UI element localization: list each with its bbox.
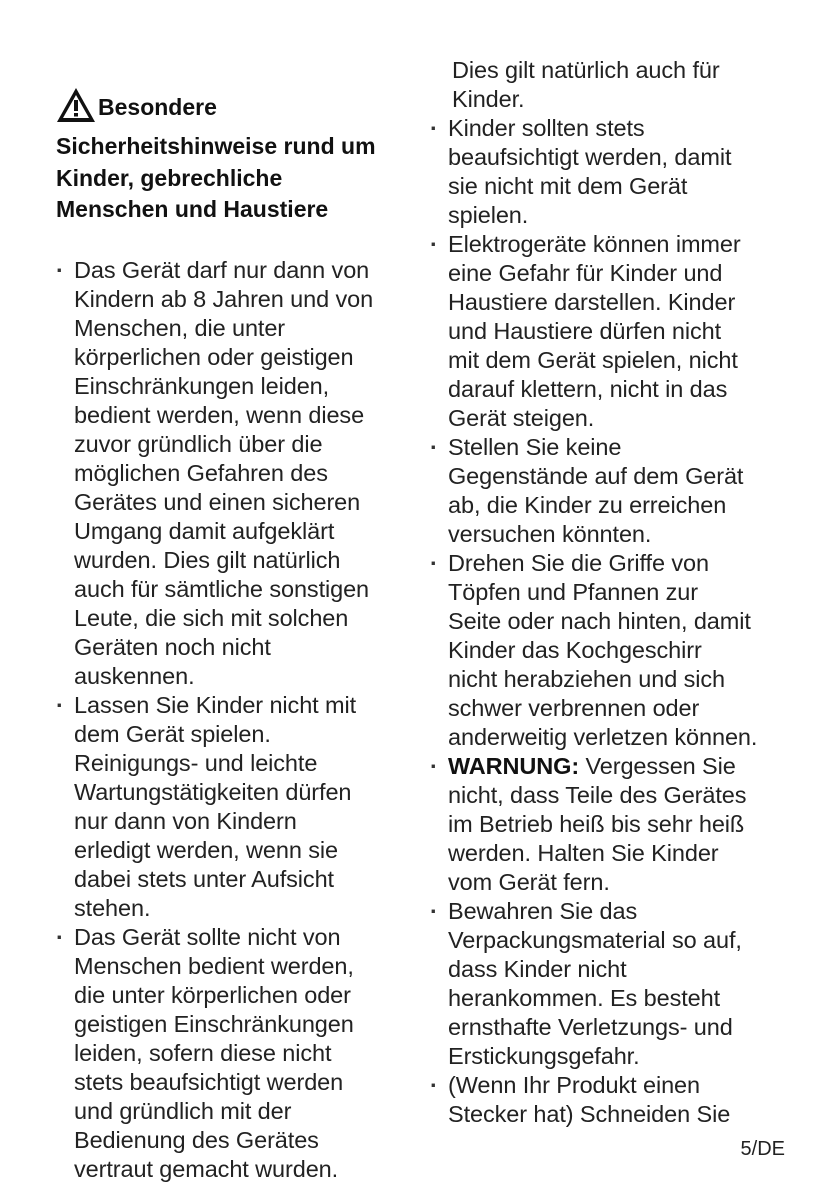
heading-rest: Sicherheitshinweise rund um Kinder, gebrechliche Menschen und Haustiere bbox=[56, 133, 376, 222]
continued-text: Dies gilt natürlich auch für Kinder. bbox=[452, 57, 720, 112]
left-bullet-list bbox=[56, 256, 412, 1184]
warning-label: WARNUNG: bbox=[448, 753, 580, 779]
page-number: 5/DE bbox=[740, 1138, 785, 1160]
left-column bbox=[56, 56, 412, 1184]
heading-line-1: Besondere bbox=[98, 94, 217, 120]
list-item: · Bewahren Sie das Verpackungsmaterial so auf, dass Kinder nicht herankommen. Es besteht ernsthafte Verletzungs- und Erstickungsgefahr. bbox=[430, 897, 800, 1071]
list-item: · (Wenn Ihr Produkt einen Stecker hat) Schneiden Sie bbox=[430, 1071, 800, 1129]
list-item: · Stellen Sie keine Gegenstände auf dem Gerät ab, die Kinder zu erreichen versuchen könnten. bbox=[430, 433, 800, 549]
warning-text: Vergessen Sie nicht, dass Teile des Gerätes im Betrieb heiß bis sehr heiß werden. Halten Sie Kinder vom Gerät fern. bbox=[448, 753, 747, 895]
section-heading bbox=[56, 56, 412, 256]
list-item: · Das Gerät darf nur dann von Kindern ab 8 Jahren und von Menschen, die unter körperlichen oder geistigen Einschränkungen leiden, bedient werden, wenn diese zuvor gründlich über die möglichen Gefahren des Gerätes und einen sicheren Umgang damit aufgeklärt wurden. Dies gilt natürlich auch für sämtliche sonstigen Leute, die sich mit solchen Geräten noch nicht auskennen. bbox=[56, 256, 412, 691]
list-item: · Das Gerät sollte nicht von Menschen bedient werden, die unter körperlichen oder geistigen Einschränkungen leiden, sofern diese nicht stets beaufsichtigt werden und gründlich mit der Bedienung des Gerätes vertraut gemacht wurden. bbox=[56, 923, 412, 1184]
list-item: · Lassen Sie Kinder nicht mit dem Gerät spielen. Reinigungs- und leichte Wartungstätigkeiten dürfen nur dann von Kindern erledigt werden, wenn sie dabei stets unter Aufsicht stehen. bbox=[56, 691, 412, 923]
right-column bbox=[430, 56, 800, 1129]
warning-triangle-icon bbox=[56, 87, 96, 123]
warning-item bbox=[430, 752, 800, 897]
list-item: · Kinder sollten stets beaufsichtigt werden, damit sie nicht mit dem Gerät spielen. bbox=[430, 114, 800, 230]
right-bullet-list bbox=[430, 114, 800, 1129]
list-item: · Drehen Sie die Griffe von Töpfen und Pfannen zur Seite oder nach hinten, damit Kinder das Kochgeschirr nicht herabziehen und sich schwer verbrennen oder anderweitig verletzen können. bbox=[430, 549, 800, 752]
list-item: · Elektrogeräte können immer eine Gefahr für Kinder und Haustiere darstellen. Kinder und Haustiere dürfen nicht mit dem Gerät spielen, nicht darauf klettern, nicht in das Gerät steigen. bbox=[430, 230, 800, 433]
